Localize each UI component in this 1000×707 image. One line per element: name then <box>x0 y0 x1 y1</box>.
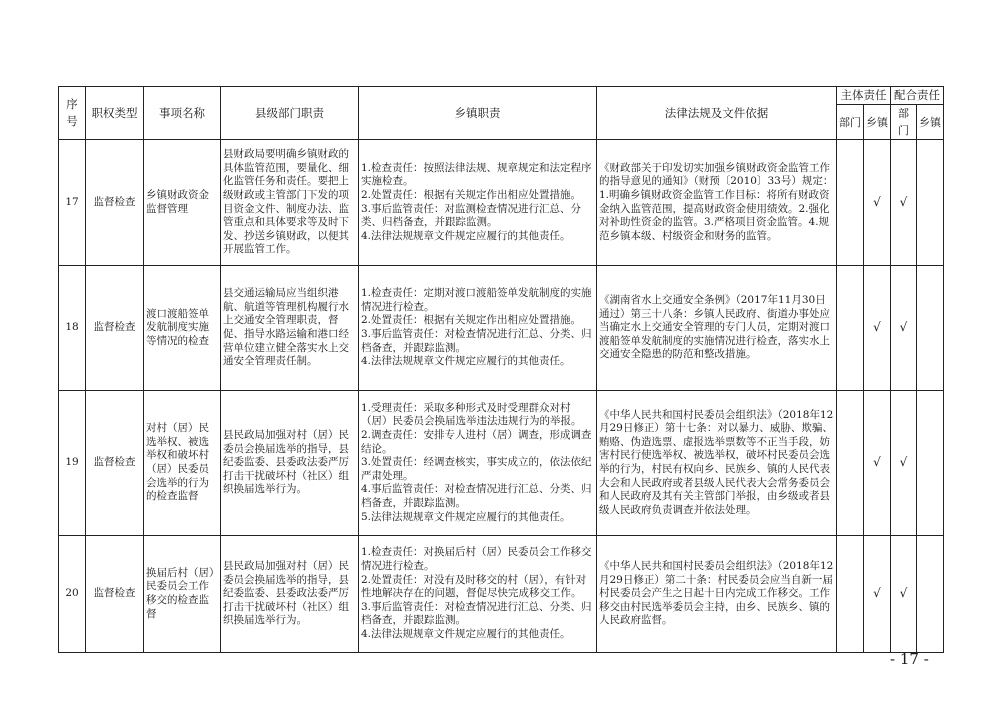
coop-township-cell <box>917 266 944 391</box>
town-duty-line: 2.调查责任：安排专人进村（居）调查，形成调查结论。 <box>361 429 592 455</box>
town-duty-line: 4.法律法规规章文件规定应履行的其他责任。 <box>361 229 571 242</box>
town-duty-line: 4.事后监管责任：对检查情况进行汇总、分类、归档备查，并跟踪监测。 <box>361 483 592 509</box>
header-no: 序号 <box>59 87 86 140</box>
row-county-duty: 县财政局要明确乡镇财政的具体监管范围，要量化、细化监管任务和责任。要把上级财政或主管部门下发的项目资金文件、制度办法、监管重点和具体要求等及时下发、抄送乡镇财政，以便其开展监管工作。 <box>221 140 359 266</box>
row-legal-basis: 《中华人民共和国村民委员会组织法》（2018年12月29日修正）第二十条：村民委员会应当自新一届村民委员会产生之日起十日内完成工作移交。工作移交由村民选举委员会主持，由乡、民族乡、镇的人民政府监督。 <box>597 536 837 653</box>
row-town-duty <box>359 140 597 266</box>
row-no: 19 <box>59 391 86 536</box>
town-duty-line: 3.事后监管责任：对检查情况进行汇总、分类、归档备查，并跟踪监测。 <box>361 600 592 627</box>
header-town: 乡镇职责 <box>359 87 597 140</box>
main-dept-cell <box>837 536 864 653</box>
header-main-township: 乡镇 <box>864 105 891 140</box>
header-coop-dept: 部门 <box>891 105 917 140</box>
row-legal-basis: 《中华人民共和国村民委员会组织法》（2018年12月29日修正）第十七条：对以暴力、威胁、欺骗、贿赂、伪造选票、虚报选举票数等不正当手段，妨害村民行使选举权、被选举权，破坏村民委员会选举的行为，村民有权向乡、民族乡、镇的人民代表大会和人民政府或者县级人民代表大会常务委员会和人民政府及其有关主管部门举报，由乡级或者县级人民政府负责调查并依法处理。 <box>597 391 837 536</box>
table-row <box>59 266 944 391</box>
main-dept-cell <box>837 266 864 391</box>
row-no: 18 <box>59 266 86 391</box>
header-coop-responsibility: 配合责任 <box>891 87 944 105</box>
row-item-name: 乡镇财政资金监督管理 <box>144 140 221 266</box>
coop-dept-check: √ <box>891 391 917 536</box>
town-duty-line: 5.法律法规规章文件规定应履行的其他责任。 <box>361 510 571 523</box>
row-county-duty: 县交通运输局应当组织港航、航道等管理机构履行水上交通安全管理职责，督促、指导水路运输和港口经营单位建立健全落实水上交通安全管理责任制。 <box>221 266 359 391</box>
row-town-duty <box>359 391 597 536</box>
town-duty-line: 3.处置责任：经调查核实，事实成立的，依法依纪严肃处理。 <box>361 456 592 482</box>
town-duty-line: 4.法律法规规章文件规定应履行的其他责任。 <box>361 355 571 368</box>
page-number: - 17 - <box>890 650 929 668</box>
coop-township-cell <box>917 536 944 653</box>
row-type: 监督检查 <box>86 266 144 391</box>
row-legal-basis: 《湖南省水上交通安全条例》（2017年11月30日通过）第三十八条：乡镇人民政府、街道办事处应当确定水上交通安全管理的专门人员，定期对渡口渡船签单发航制度的实施情况进行检查，落实水上交通安全隐患的防范和整改措施。 <box>597 266 837 391</box>
header-law: 法律法规及文件依据 <box>597 87 837 140</box>
row-item-name: 换届后村（居）民委员会工作移交的检查监督 <box>144 536 221 653</box>
row-county-duty: 县民政局加强对村（居）民委员会换届选举的指导，县纪委监委、县委政法委严厉打击干扰破坏村（社区）组织换届选举行为。 <box>221 536 359 653</box>
town-duty-line: 1.受理责任：采取多种形式及时受理群众对村（居）民委员会换届选举违法违规行为的举报。 <box>361 401 582 428</box>
row-town-duty <box>359 266 597 391</box>
row-town-duty <box>359 536 597 653</box>
header-type: 职权类型 <box>86 87 144 140</box>
row-no: 17 <box>59 140 86 266</box>
main-township-check: √ <box>864 391 891 536</box>
town-duty-line: 1.检查责任：对换届后村（居）民委员会工作移交情况进行检查。 <box>361 546 592 573</box>
town-duty-line: 1.检查责任：按照法律法规、规章规定和法定程序实施检查。 <box>361 161 592 188</box>
responsibility-table <box>58 86 944 653</box>
town-duty-line: 2.处置责任：根据有关规定作出相应处置措施。 <box>361 188 582 201</box>
row-type: 监督检查 <box>86 140 144 266</box>
row-item-name: 对村（居）民选举权、被选举权和破坏村（居）民委员会选举的行为的检查监督 <box>144 391 221 536</box>
table-row <box>59 140 944 266</box>
header-coop-township: 乡镇 <box>917 105 944 140</box>
table-row <box>59 391 944 536</box>
coop-township-cell <box>917 140 944 266</box>
town-duty-line: 2.处置责任：根据有关规定作出相应处置措施。 <box>361 314 582 327</box>
coop-dept-check: √ <box>891 266 917 391</box>
header-name: 事项名称 <box>144 87 221 140</box>
row-no: 20 <box>59 536 86 653</box>
town-duty-line: 1.检查责任：定期对渡口渡船签单发航制度的实施情况进行检查。 <box>361 287 592 313</box>
header-main-responsibility: 主体责任 <box>837 87 891 105</box>
row-item-name: 渡口渡船签单发航制度实施等情况的检查 <box>144 266 221 391</box>
main-dept-cell <box>837 140 864 266</box>
town-duty-line: 3.事后监管责任：对监测检查情况进行汇总、分类、归档备查，并跟踪监测。 <box>361 202 582 229</box>
header-row-top <box>59 87 944 105</box>
table-row <box>59 536 944 653</box>
row-legal-basis: 《财政部关于印发切实加强乡镇财政资金监管工作的指导意见的通知》（财预〔2010〕33号）规定：1.明确乡镇财政资金监管工作目标：将所有财政资金纳入监管范围，提高财政资金使用绩效。2.强化对补助性资金的监管。3.严格项目资金监管。4.规范乡镇本级、村级资金和财务的监管。 <box>597 140 837 266</box>
town-duty-line: 3.事后监管责任：对检查情况进行汇总、分类、归档备查，并跟踪监测。 <box>361 328 592 354</box>
row-type: 监督检查 <box>86 391 144 536</box>
main-township-check: √ <box>864 266 891 391</box>
row-county-duty: 县民政局加强对村（居）民委员会换届选举的指导，县纪委监委、县委政法委严厉打击干扰破坏村（社区）组织换届选举行为。 <box>221 391 359 536</box>
town-duty-line: 4.法律法规规章文件规定应履行的其他责任。 <box>361 627 571 640</box>
town-duty-line: 2.处置责任：对没有及时移交的村（居），有针对性地解决存在的问题，督促尽快完成移交工作。 <box>361 573 587 600</box>
main-dept-cell <box>837 391 864 536</box>
coop-dept-check: √ <box>891 140 917 266</box>
header-county: 县级部门职责 <box>221 87 359 140</box>
coop-dept-check: √ <box>891 536 917 653</box>
coop-township-cell <box>917 391 944 536</box>
main-township-check: √ <box>864 536 891 653</box>
row-type: 监督检查 <box>86 536 144 653</box>
header-main-dept: 部门 <box>837 105 864 140</box>
main-township-check: √ <box>864 140 891 266</box>
